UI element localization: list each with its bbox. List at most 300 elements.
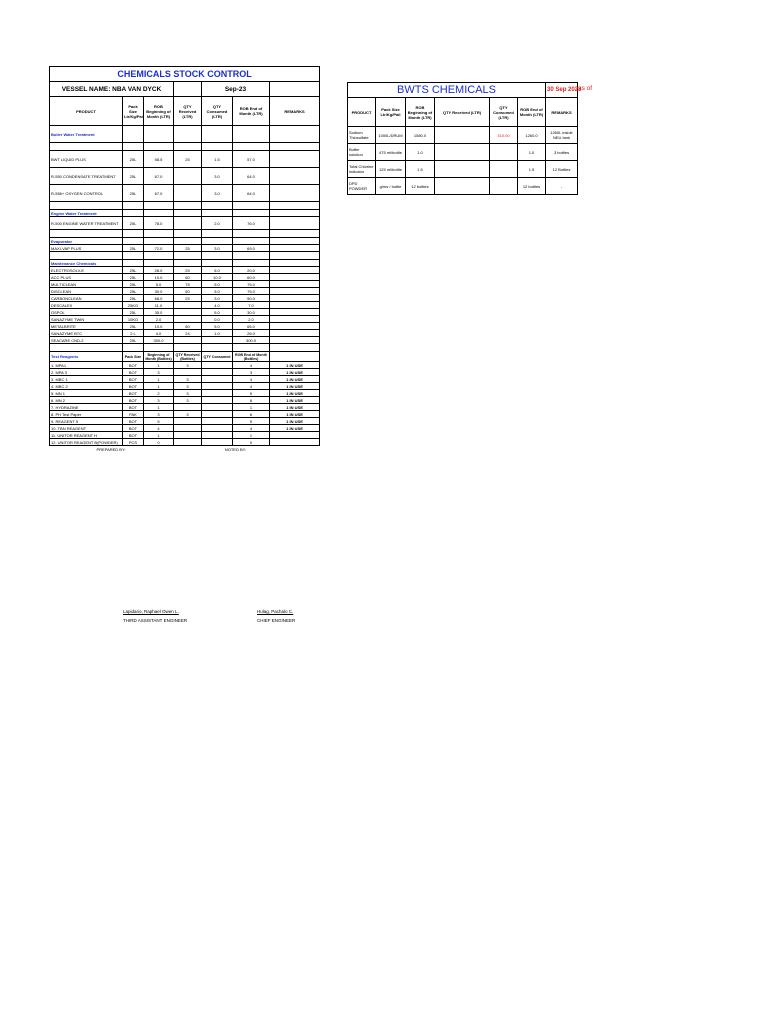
table-cell bbox=[270, 323, 320, 330]
col-header: QTY Consumed (LTR) bbox=[202, 97, 233, 126]
table-cell bbox=[174, 418, 202, 425]
table-cell: 10. TBN REAGENT bbox=[50, 425, 123, 432]
table-cell bbox=[435, 161, 490, 178]
table-cell: 60 bbox=[174, 274, 202, 281]
table-cell bbox=[202, 337, 233, 344]
table-cell: 25L bbox=[123, 267, 144, 274]
reagent-row bbox=[50, 432, 320, 439]
table-cell: - bbox=[546, 178, 578, 195]
table-cell: 6 bbox=[233, 411, 270, 418]
table-cell: R-556+ OXYGEN CONTROL bbox=[50, 185, 123, 202]
table-cell: 25KG bbox=[123, 302, 144, 309]
table-cell: 5. MN 1 bbox=[50, 390, 123, 397]
table-cell bbox=[202, 362, 233, 369]
table-cell bbox=[270, 245, 320, 252]
table-cell: 25L bbox=[123, 245, 144, 252]
table-cell: 65.0 bbox=[233, 323, 270, 330]
table-cell bbox=[202, 418, 233, 425]
table-cell: 4 bbox=[233, 425, 270, 432]
table-cell: 11. UNITOR REAGENT H bbox=[50, 432, 123, 439]
table-cell: 50 bbox=[174, 288, 202, 295]
prepared-by-name: Lapidario, Raphael Owen L. bbox=[123, 609, 179, 614]
reagent-row bbox=[50, 390, 320, 397]
table-cell: BOT bbox=[123, 369, 144, 376]
table-cell: 4 bbox=[144, 425, 174, 432]
spacer-row bbox=[50, 344, 320, 352]
table-cell bbox=[202, 397, 233, 404]
table-cell: 67.0 bbox=[144, 168, 174, 185]
table-cell: 5.0 bbox=[144, 281, 174, 288]
table-cell bbox=[270, 302, 320, 309]
table-cell bbox=[270, 295, 320, 302]
table-cell: R-550 CONDENSATE TREATMENT bbox=[50, 168, 123, 185]
main-header-row bbox=[50, 97, 320, 126]
section-label: Evaporator bbox=[50, 238, 123, 245]
table-cell bbox=[174, 185, 202, 202]
table-row bbox=[50, 274, 320, 281]
table-cell: OSPOL bbox=[50, 309, 123, 316]
table-cell: 3 bbox=[174, 411, 202, 418]
table-cell: 10.0 bbox=[144, 323, 174, 330]
table-row bbox=[50, 245, 320, 252]
table-cell: 3 bbox=[174, 383, 202, 390]
table-cell: 58.5 bbox=[144, 151, 174, 168]
table-cell: 60.0 bbox=[233, 274, 270, 281]
table-row bbox=[50, 323, 320, 330]
table-cell bbox=[174, 168, 202, 185]
col-header: ROB End of Month (LTR) bbox=[518, 98, 546, 127]
table-cell: Buffer solution bbox=[348, 144, 376, 161]
table-cell: 1.0 bbox=[518, 144, 546, 161]
table-cell: 2. MPA 3 bbox=[50, 369, 123, 376]
table-cell: DESCALEX bbox=[50, 302, 123, 309]
table-cell bbox=[270, 316, 320, 323]
table-cell: 1.0 bbox=[202, 330, 233, 337]
table-cell: 10.0 bbox=[202, 274, 233, 281]
table-cell bbox=[202, 439, 233, 446]
reagent-row bbox=[50, 362, 320, 369]
table-cell: 4.0 bbox=[144, 330, 174, 337]
table-cell: METALBRITE bbox=[50, 323, 123, 330]
table-cell bbox=[174, 337, 202, 344]
table-cell: 1 bbox=[144, 362, 174, 369]
table-cell: 25L bbox=[123, 295, 144, 302]
table-cell: 3.0 bbox=[202, 168, 233, 185]
table-cell: Sodium Thiosulfate bbox=[348, 127, 376, 144]
table-cell bbox=[490, 144, 518, 161]
bwts-date: 30 Sep 2023 bbox=[546, 83, 578, 98]
table-cell: 5 bbox=[144, 418, 174, 425]
table-cell: 1 bbox=[233, 404, 270, 411]
table-cell bbox=[202, 376, 233, 383]
prepared-by-label: PREPARED BY: bbox=[96, 446, 126, 452]
table-cell: 2 bbox=[144, 390, 174, 397]
table-cell bbox=[270, 281, 320, 288]
table-cell: 4 bbox=[233, 362, 270, 369]
table-cell: DPD POWDER bbox=[348, 178, 376, 195]
vessel-name: VESSEL NAME: NBA VAN DYCK bbox=[50, 82, 174, 97]
table-cell bbox=[174, 302, 202, 309]
table-cell: 5 bbox=[233, 390, 270, 397]
spacer-row bbox=[50, 252, 320, 260]
table-cell: 5.0 bbox=[202, 323, 233, 330]
table-cell bbox=[174, 425, 202, 432]
table-cell: 75.0 bbox=[233, 281, 270, 288]
col-header: Pack Size Ltr/Kg/Pail bbox=[376, 98, 406, 127]
table-row bbox=[50, 217, 320, 230]
table-cell: Test Reagents bbox=[50, 352, 123, 362]
table-cell: 12 bottles bbox=[406, 178, 435, 195]
table-cell bbox=[202, 432, 233, 439]
table-cell: 30.0 bbox=[233, 309, 270, 316]
table-cell bbox=[490, 161, 518, 178]
table-cell: 3 bbox=[174, 390, 202, 397]
table-cell: 4.0 bbox=[202, 302, 233, 309]
table-cell: BOT bbox=[123, 404, 144, 411]
table-cell: 75 bbox=[174, 281, 202, 288]
section-row bbox=[50, 126, 320, 143]
table-cell: g/ms / bottle bbox=[376, 178, 406, 195]
table-cell: 11.0 bbox=[144, 302, 174, 309]
table-cell: BOT bbox=[123, 383, 144, 390]
table-cell: 76.0 bbox=[233, 217, 270, 230]
table-cell: 57.0 bbox=[233, 151, 270, 168]
table-cell: 10KG bbox=[123, 316, 144, 323]
table-cell: 2 L bbox=[123, 330, 144, 337]
table-cell bbox=[202, 425, 233, 432]
table-cell bbox=[174, 404, 202, 411]
table-cell: 1 IN USE bbox=[270, 425, 320, 432]
table-row bbox=[50, 295, 320, 302]
table-cell: 1260L inside NEU tank bbox=[546, 127, 578, 144]
table-cell bbox=[202, 390, 233, 397]
bwts-row bbox=[348, 144, 578, 161]
table-cell bbox=[270, 185, 320, 202]
table-cell: 1 bbox=[144, 404, 174, 411]
table-cell: 6 bbox=[233, 397, 270, 404]
table-cell: 25L bbox=[123, 217, 144, 230]
table-cell: BOT bbox=[123, 376, 144, 383]
table-cell bbox=[435, 178, 490, 195]
table-cell: 8. PH Test Paper bbox=[50, 411, 123, 418]
noted-by-label: NOTED BY: bbox=[224, 446, 247, 452]
table-cell: 2.0 bbox=[202, 217, 233, 230]
table-cell: 1 IN USE bbox=[270, 411, 320, 418]
table-row bbox=[50, 168, 320, 185]
table-cell: 1 IN USE bbox=[270, 397, 320, 404]
prepared-by-title: THIRD ASSISTANT ENGINEER bbox=[123, 618, 188, 623]
table-cell: 67.0 bbox=[144, 185, 174, 202]
table-cell: 25 bbox=[174, 245, 202, 252]
table-cell: MAXI-VAP PLUS bbox=[50, 245, 123, 252]
table-cell: 35.0 bbox=[144, 309, 174, 316]
table-row bbox=[50, 316, 320, 323]
table-cell: 25L bbox=[123, 288, 144, 295]
table-cell: 24 bbox=[174, 330, 202, 337]
table-cell: 6. MN 2 bbox=[50, 397, 123, 404]
col-header: ROB Beginning of Month (LTR) bbox=[406, 98, 435, 127]
reagent-row bbox=[50, 404, 320, 411]
table-cell: 12. UNITOR REAGENT B(POWDER) bbox=[50, 439, 123, 446]
table-cell bbox=[270, 274, 320, 281]
table-cell: 25L bbox=[123, 274, 144, 281]
table-cell: 1 bbox=[144, 383, 174, 390]
as-of-label: as of bbox=[578, 85, 593, 92]
table-cell bbox=[270, 267, 320, 274]
table-cell: 1 bbox=[144, 432, 174, 439]
table-cell: QTY Consumed bbox=[202, 352, 233, 362]
col-header: ROB Beginning of Month (LTR) bbox=[144, 97, 174, 126]
table-cell: BOT bbox=[123, 397, 144, 404]
table-cell: 1 IN USE bbox=[270, 383, 320, 390]
table-cell: 1.5 bbox=[406, 161, 435, 178]
table-cell: 5.0 bbox=[202, 281, 233, 288]
table-cell: ACC PLUS bbox=[50, 274, 123, 281]
table-row bbox=[50, 185, 320, 202]
reagent-row bbox=[50, 425, 320, 432]
col-header: Pack Size Ltr/Kg/Pail bbox=[123, 97, 144, 126]
bwts-row bbox=[348, 161, 578, 178]
table-cell: 4 bbox=[233, 376, 270, 383]
col-header: ROB End of Month (LTR) bbox=[233, 97, 270, 126]
bwts-row bbox=[348, 178, 578, 195]
section-label: Maintenance Chemicals bbox=[50, 260, 123, 267]
table-cell: 125 ml/bottle bbox=[376, 161, 406, 178]
table-cell: 26.0 bbox=[144, 267, 174, 274]
table-row bbox=[50, 337, 320, 344]
table-row bbox=[50, 281, 320, 288]
table-cell: 25L bbox=[123, 151, 144, 168]
reagent-row bbox=[50, 411, 320, 418]
table-cell: 25 bbox=[174, 267, 202, 274]
table-cell: SANAZYME TWIN bbox=[50, 316, 123, 323]
table-cell bbox=[270, 217, 320, 230]
table-cell: SEACARE CND-2 bbox=[50, 337, 123, 344]
table-cell: 1 IN USE bbox=[270, 376, 320, 383]
table-cell: 1.5 bbox=[202, 151, 233, 168]
table-cell: 12 Bottles bbox=[546, 161, 578, 178]
table-cell: ROB End of Month (Bottles) bbox=[233, 352, 270, 362]
report-period: Sep-23 bbox=[202, 82, 270, 97]
table-cell: 3.0 bbox=[202, 245, 233, 252]
table-cell: 12 bottles bbox=[518, 178, 546, 195]
table-cell bbox=[202, 404, 233, 411]
table-cell bbox=[270, 337, 320, 344]
table-cell: PCS bbox=[123, 439, 144, 446]
table-cell: 64.0 bbox=[233, 168, 270, 185]
table-cell: PAK bbox=[123, 411, 144, 418]
bwts-row bbox=[348, 127, 578, 144]
table-cell: 3 bottles bbox=[546, 144, 578, 161]
table-cell: 60 bbox=[174, 323, 202, 330]
table-cell: 4 bbox=[233, 383, 270, 390]
table-cell: BOT bbox=[123, 362, 144, 369]
table-cell: 3 bbox=[174, 397, 202, 404]
table-cell: 7. HYDRAZINE bbox=[50, 404, 123, 411]
reagent-row bbox=[50, 418, 320, 425]
table-cell: 72.0 bbox=[144, 245, 174, 252]
table-cell: MULTICLEAN bbox=[50, 281, 123, 288]
table-cell bbox=[490, 178, 518, 195]
table-cell: QTY Received (Bottles) bbox=[175, 352, 200, 361]
table-row bbox=[50, 288, 320, 295]
table-cell: 1000L/DRUM bbox=[376, 127, 406, 144]
noted-by-title: CHIEF ENGINEER bbox=[257, 618, 296, 623]
table-cell: 1 IN USE bbox=[270, 369, 320, 376]
table-cell: 25L bbox=[123, 185, 144, 202]
col-header: QTY Consumed (LTR) bbox=[490, 98, 518, 127]
table-cell: 3 bbox=[174, 376, 202, 383]
table-cell: 75.0 bbox=[233, 288, 270, 295]
table-cell: 3 bbox=[174, 362, 202, 369]
table-row bbox=[50, 151, 320, 168]
table-cell: 20.0 bbox=[233, 267, 270, 274]
section-row bbox=[50, 260, 320, 267]
table-cell: 25 bbox=[174, 295, 202, 302]
table-row bbox=[50, 302, 320, 309]
table-cell: 10.0 bbox=[144, 274, 174, 281]
reagent-row bbox=[50, 376, 320, 383]
col-header: QTY Received (LTR) bbox=[174, 97, 202, 126]
table-cell: 68.0 bbox=[144, 295, 174, 302]
table-cell: 300.0 bbox=[233, 337, 270, 344]
chemicals-stock-table bbox=[49, 66, 320, 452]
table-cell bbox=[435, 144, 490, 161]
table-cell: 300.0 bbox=[144, 337, 174, 344]
section-label: Boiler Water Treatment bbox=[50, 126, 123, 143]
table-cell: 5.0 bbox=[202, 309, 233, 316]
table-cell: 78.0 bbox=[144, 217, 174, 230]
table-cell bbox=[174, 439, 202, 446]
table-cell: ELECTROSOLV-E bbox=[50, 267, 123, 274]
table-cell: BOT bbox=[123, 418, 144, 425]
table-cell bbox=[202, 369, 233, 376]
table-cell: 3.0 bbox=[202, 185, 233, 202]
table-cell: 25 bbox=[174, 151, 202, 168]
table-cell bbox=[270, 151, 320, 168]
table-cell bbox=[270, 288, 320, 295]
table-cell: 7.0 bbox=[233, 302, 270, 309]
table-cell: 1 IN USE bbox=[270, 362, 320, 369]
table-cell: 25L bbox=[123, 281, 144, 288]
table-cell bbox=[435, 127, 490, 144]
table-cell: 25L bbox=[123, 323, 144, 330]
table-cell: 3. MBC 1 bbox=[50, 376, 123, 383]
table-cell bbox=[174, 369, 202, 376]
table-cell: 1580.0 bbox=[406, 127, 435, 144]
table-cell: 5.0 bbox=[202, 288, 233, 295]
col-header: REMARKS bbox=[270, 97, 320, 126]
table-cell: 90.0 bbox=[233, 295, 270, 302]
table-cell: 0 bbox=[233, 439, 270, 446]
table-cell: Beginning of Month (Bottles) bbox=[145, 352, 172, 361]
reagent-row bbox=[50, 383, 320, 390]
table-row bbox=[50, 267, 320, 274]
table-cell: BOT bbox=[123, 425, 144, 432]
table-cell: 9. REAGENT 5 bbox=[50, 418, 123, 425]
table-cell: 0 bbox=[144, 439, 174, 446]
table-cell bbox=[202, 383, 233, 390]
table-cell: Pack Size bbox=[123, 352, 144, 362]
col-header: QTY Received (LTR) bbox=[435, 98, 490, 127]
table-cell: 3 bbox=[144, 397, 174, 404]
reagent-row bbox=[50, 397, 320, 404]
table-cell: R-500 ENGINE WATER TREATMENT bbox=[50, 217, 123, 230]
table-cell: 1 IN USE bbox=[270, 404, 320, 411]
table-cell: 1. MPA1 bbox=[50, 362, 123, 369]
table-cell: 30.0 bbox=[144, 288, 174, 295]
table-row bbox=[50, 330, 320, 337]
table-cell bbox=[174, 309, 202, 316]
table-cell: 1.0 bbox=[406, 144, 435, 161]
table-cell: 25L bbox=[123, 309, 144, 316]
table-cell: 64.0 bbox=[233, 185, 270, 202]
table-cell: BWT LIQUID PLUS bbox=[50, 151, 123, 168]
table-cell: Total Chlorine indicator bbox=[348, 161, 376, 178]
section-row bbox=[50, 210, 320, 217]
table-cell: 25L bbox=[123, 337, 144, 344]
table-cell: 475 ml/bottle bbox=[376, 144, 406, 161]
table-cell bbox=[270, 432, 320, 439]
table-cell: 1 bbox=[144, 376, 174, 383]
table-cell bbox=[174, 217, 202, 230]
table-cell: 1.5 bbox=[518, 161, 546, 178]
table-cell bbox=[174, 316, 202, 323]
table-cell: 3 bbox=[233, 369, 270, 376]
table-cell: 26.0 bbox=[233, 330, 270, 337]
table-cell bbox=[174, 432, 202, 439]
spacer-row bbox=[50, 143, 320, 151]
table-cell bbox=[270, 168, 320, 185]
spacer-row bbox=[50, 202, 320, 210]
table-cell: 6.0 bbox=[202, 267, 233, 274]
section-label: Engine Water Treatment bbox=[50, 210, 123, 217]
table-cell: 69.0 bbox=[233, 245, 270, 252]
table-cell bbox=[270, 330, 320, 337]
table-cell: 2.0 bbox=[233, 316, 270, 323]
section-row bbox=[50, 238, 320, 245]
table-cell: CARBONCLEAN bbox=[50, 295, 123, 302]
noted-by-name: Hulag, Pachalo C. bbox=[257, 609, 294, 614]
table-cell: 1 IN USE bbox=[270, 418, 320, 425]
main-title: CHEMICALS STOCK CONTROL bbox=[50, 67, 320, 82]
spacer-row bbox=[50, 230, 320, 238]
col-header: PRODUCT bbox=[50, 97, 123, 126]
table-cell: 5 bbox=[233, 418, 270, 425]
table-cell: BOT bbox=[123, 432, 144, 439]
bwts-title: BWTS CHEMICALS bbox=[348, 83, 546, 98]
table-cell: BOT bbox=[123, 390, 144, 397]
bwts-chemicals-table bbox=[347, 82, 582, 195]
bwts-header-row bbox=[348, 98, 578, 127]
table-cell: 1 bbox=[233, 432, 270, 439]
table-cell bbox=[270, 439, 320, 446]
test-reagents-header bbox=[50, 352, 320, 362]
table-cell: 4. MBC 2 bbox=[50, 383, 123, 390]
reagent-row bbox=[50, 439, 320, 446]
reagent-row bbox=[50, 369, 320, 376]
table-cell: SANAZYME BTC bbox=[50, 330, 123, 337]
table-cell: DISCLEAN bbox=[50, 288, 123, 295]
table-cell bbox=[270, 309, 320, 316]
table-cell: 0.0 bbox=[202, 316, 233, 323]
col-header: REMARKS bbox=[546, 98, 578, 127]
table-cell: 1260.0 bbox=[518, 127, 546, 144]
table-cell: 3 bbox=[144, 411, 174, 418]
table-cell: 3.0 bbox=[202, 295, 233, 302]
table-row bbox=[50, 309, 320, 316]
table-cell: 2.0 bbox=[144, 316, 174, 323]
